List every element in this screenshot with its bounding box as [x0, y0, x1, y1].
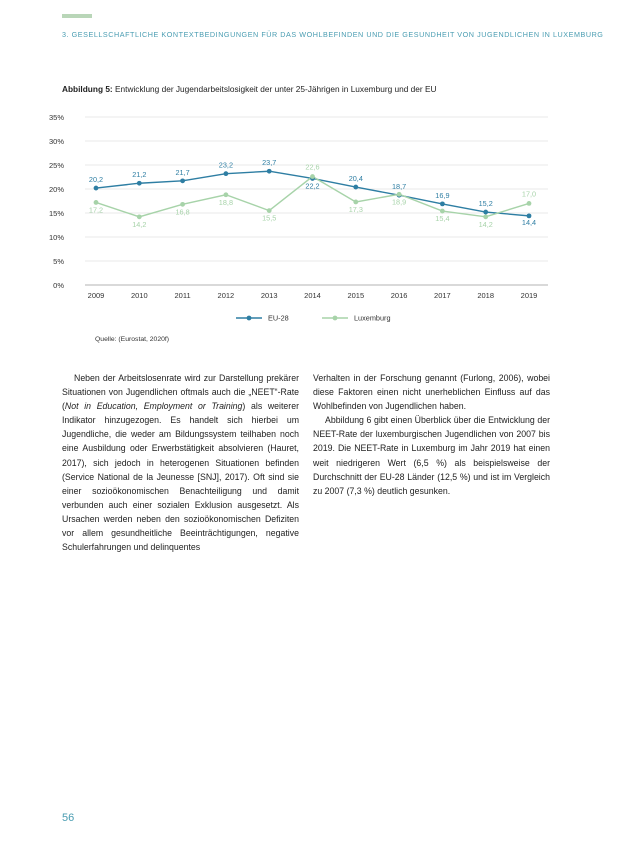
data-point: [267, 208, 272, 213]
y-tick-label: 30%: [48, 137, 64, 146]
data-point: [180, 202, 185, 207]
data-point: [353, 185, 358, 190]
text-column-right: [313, 371, 550, 498]
x-tick-label: 2011: [174, 291, 191, 300]
y-tick-label: 25%: [48, 161, 64, 170]
data-point: [397, 192, 402, 197]
data-label: 18,9: [391, 197, 407, 207]
x-tick-label: 2010: [130, 291, 148, 300]
x-tick-label: 2014: [304, 291, 321, 300]
data-point: [353, 200, 358, 205]
y-tick-label: 5%: [53, 257, 64, 266]
data-label: 18,7: [391, 182, 407, 192]
legend-marker: [247, 316, 252, 321]
paragraph: Abbildung 6 gibt einen Überblick über die Entwicklung der NEET-Rate der luxemburgischen Jugendlichen von 2007 bis 2019. Die NEET-Rate in Luxemburg im Jahr 2019 hat einen weit niedrigeren Wert (6,5 %) als beispielsweise der Durchschnitt der EU-28 Länder (12,5 %) und ist im Vergleich zu 2007 (7,3 %) deutlich gesunken.: [313, 415, 550, 496]
x-tick-label: 2012: [217, 291, 235, 300]
data-point: [310, 174, 315, 179]
data-label: 17,3: [348, 204, 363, 214]
y-tick-label: 10%: [48, 233, 64, 242]
legend-label: EU-28: [268, 313, 289, 323]
y-tick-label: 20%: [48, 185, 64, 194]
data-label: 16,9: [435, 190, 450, 200]
paragraph: Neben der Arbeitslosenrate wird zur Darstellung prekärer Situationen von Jugendlichen oftmals auch die „NEET“-Rate (Not in Education, Employment or Training) als weiterer Indikator hinzugezogen. Es handelt sich hierbei um Jugendliche, die weder am Bildungssystem teilhaben noch eine Ausbildung oder Erwerbstätigkeit absolvieren (Hauret, 2017), sich jedoch in heterogenen Situationen befinden (Service National de la Jeunesse [SNJ], 2017). Oft sind sie einer sozioökonomischen Benachteiligung und damit verbunden auch einer sozialen Exklusion ausgesetzt. Als Ursachen werden neben den sozioökonomischen Defiziten vor allem gesundheitliche Beeinträchtigungen, negative Schulerfahrungen und delinquentes: [62, 373, 299, 553]
data-label: 15,5: [262, 213, 277, 223]
figure-caption: [62, 84, 582, 94]
data-point: [94, 186, 99, 191]
figure-source: Quelle: (Eurostat, 2020f): [95, 336, 170, 343]
data-point: [440, 201, 445, 206]
x-tick-label: 2019: [520, 291, 538, 300]
data-point: [267, 169, 272, 174]
figure-caption-label: Abbildung 5:: [62, 84, 113, 94]
data-point: [224, 192, 229, 197]
data-label: 14,2: [478, 219, 493, 229]
running-header: 3. GESELLSCHAFTLICHE KONTEXTBEDINGUNGEN FÜR DAS WOHLBEFINDEN UND DIE GESUNDHEIT VON JUGENDLICHEN IN LUXEMBURG: [62, 30, 604, 39]
page-number: 56: [62, 812, 75, 824]
figure-caption-text: Entwicklung der Jugendarbeitslosigkeit der unter 25-Jährigen in Luxemburg und der EU: [115, 84, 437, 94]
data-label: 16,8: [175, 207, 190, 217]
data-point: [527, 201, 532, 206]
data-label: 21,2: [132, 170, 147, 180]
data-label: 15,4: [435, 214, 450, 224]
data-label: 20,4: [348, 174, 363, 184]
data-label: 22,2: [305, 181, 320, 191]
data-label: 22,6: [305, 162, 320, 172]
data-label: 17,2: [88, 205, 104, 215]
x-tick-label: 2016: [390, 291, 408, 300]
legend-marker: [333, 316, 338, 321]
legend-label: Luxemburg: [354, 313, 391, 323]
text-column-left: [62, 371, 299, 554]
paragraph: Verhalten in der Forschung genannt (Furlong, 2006), wobei diese Faktoren einen nicht unerheblichen Einfluss auf das Wohlbefinden von Jugendlichen haben.: [313, 373, 550, 412]
data-point: [483, 214, 488, 219]
data-label: 15,2: [478, 199, 493, 209]
data-point: [180, 178, 185, 183]
y-tick-label: 35%: [48, 113, 64, 122]
y-tick-label: 0%: [53, 281, 64, 290]
x-tick-label: 2018: [477, 291, 495, 300]
data-point: [137, 181, 142, 186]
line-chart: [40, 108, 560, 330]
data-point: [483, 210, 488, 215]
x-tick-label: 2017: [434, 291, 451, 300]
y-tick-label: 15%: [48, 209, 64, 218]
x-tick-label: 2013: [260, 291, 278, 300]
top-accent-bar: [62, 14, 92, 18]
data-label: 20,2: [88, 175, 104, 185]
data-label: 14,4: [521, 217, 537, 227]
data-label: 14,2: [132, 219, 147, 229]
data-label: 23,7: [262, 158, 277, 168]
data-label: 18,8: [218, 197, 234, 207]
x-tick-label: 2009: [87, 291, 105, 300]
data-point: [224, 171, 229, 176]
data-point: [440, 209, 445, 214]
data-label: 23,2: [218, 160, 234, 170]
neet-term: Not in Education, Employment or Training: [64, 401, 243, 412]
data-point: [137, 214, 142, 219]
x-tick-label: 2015: [347, 291, 365, 300]
data-label: 17,0: [521, 189, 537, 199]
data-point: [94, 200, 99, 205]
data-label: 21,7: [175, 167, 190, 177]
